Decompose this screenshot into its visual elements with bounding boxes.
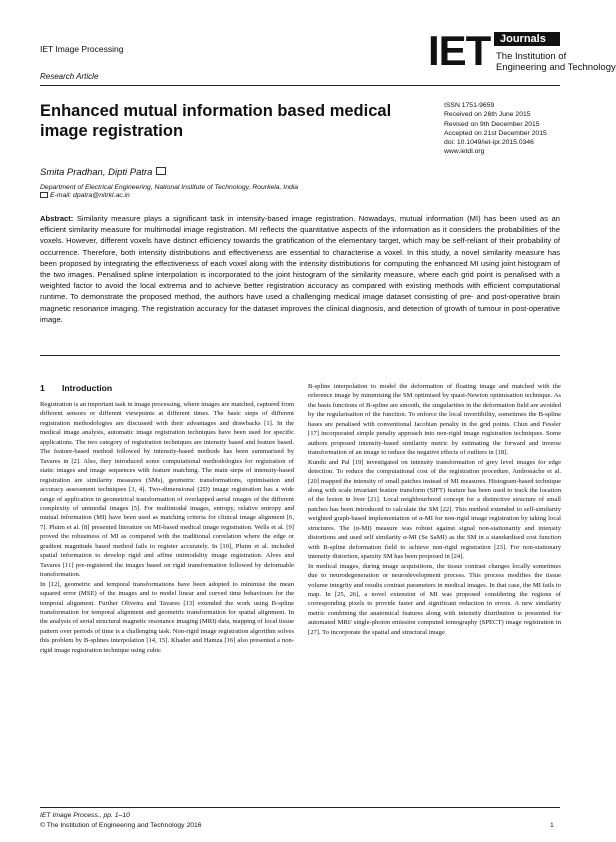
section-heading [40, 383, 112, 393]
abstract-rule [40, 355, 560, 356]
iet-logo [428, 27, 616, 86]
body-column-left: Registration is an important task in image processing, where images are matched, captured from different sensors or different viewpoints at different times. The basic steps of different registration methodologies are discussed with their advantages and drawbacks [1]. In the medical image analysis, automatic image registration techniques have been used for specific applications. The two category of registration techniques are intensity based and feature based. The feature-based method followed by intensity-based methods has been summarised by Tavares in [2]. Also, they introduced some computational methodologies for registration of static images and image sequences with feature matching. The main steps of intensity-based registration are similarity measures (SMs), geometric transformations, optimisation and accuracy assessment techniques [3, 4]. Two-dimensional (2D) image registration has a wide range of application in geometrical transformation of overlapped aerial images of the different complexity of unimodal images [5]. For multimodal images, entropy, relative entropy and mutual information (MI) have been used as matching criteria for clinical image alignment [6, 7]. Pluim et al. [8] presented literature on MI-based medical image registration. Wells et al. [9] proved the robustness of MI as compared with the traditional correlation where the edge or gradient magnitude based method fails to register accurately. In [10], Pluim et al. included spatial information to develop rigid and affine unimodality image registration. Alves and Tavares [11] pre-registered the images based on rigid transformation followed by deformable transformation. In [12], geometric and temporal transformations have been adopted to minimise the mean squared error (MSE) of the images and to model linear and curved time behaviours for the temporal alignment. Further Oliveira and Tavares [13] extended the work using B-spline transformation for temporal alignment and geometric transformation for spatial alignment. In the analysis of serial structural magnetic resonance imaging (MRI) data, mapping of local tissue pattern over periods of time is a challenging task. Non-rigid image registration algorithm solves this problem by B-splines interpolation [14, 15]. Khader and Hamza [16] also presented a non-rigid image registration technique using cubic [40, 401, 294, 654]
article-metadata [444, 101, 547, 157]
abstract-text: Similarity measure plays a significant task in intensity-based image registration. Nowadays, mutual information (MI) has been used as an efficient similarity measure for multimodal image registration. MI reflects the quantitative aspects of the information as it considers the probabilities of the voxels. However, different voxels have distinct efficiency towards the gratification of the elementary target, which may be self-reliant of their probability of occurrence. Therefore, both intensity distributions and effectiveness are essential to characterise a voxel. In this study, a novel similarity measure has been proposed by integrating the effectiveness of each voxel along with the intensity distributions for computing the enhanced MI using joint histogram of the two images. Penalised spline interpolation is incorporated to the joint histogram of the similarity measure, where each grid point is penalised with a weighted factor to avoid the local extrema and to achieve better registration accuracy as compared with existing methods with efficient computational runtime. To demonstrate the proposed method, the authors have used a challenging medical image dataset consisting of pre- and post-operative brain magnetic resonance imaging. The registration accuracy for the dataset improves the clinical diagnosis, and detection of growth of tumour in post-operative image. [40, 214, 560, 324]
logo-line-2: Engineering and Technology [496, 62, 616, 73]
email-icon [156, 167, 166, 175]
logo-badge: Journals [494, 32, 560, 46]
affiliation: Department of Electrical Engineering, National Institute of Technology, Rourkela, India [40, 184, 299, 191]
abstract-label: Abstract: [40, 214, 74, 223]
email-small-icon [40, 192, 48, 198]
doi[interactable]: doi: 10.1049/iet-ipr.2015.0346 [444, 139, 534, 147]
footer-citation: IET Image Process., pp. 1–10 [40, 812, 130, 819]
article-title: Enhanced mutual information based medical image registration [40, 102, 392, 140]
logo-mark: IET [428, 27, 491, 74]
section-number: 1 [40, 383, 45, 393]
footer-copyright: © The Institution of Engineering and Technology 2016 [40, 822, 202, 829]
email-address[interactable]: E-mail: dpatra@nitrkl.ac.in [50, 192, 130, 199]
authors [40, 167, 166, 178]
abstract [40, 213, 560, 325]
page-number: 1 [550, 822, 554, 829]
article-type: Research Article [40, 72, 99, 81]
footer-rule [40, 807, 560, 808]
author-names: Smita Pradhan, Dipti Patra [40, 167, 153, 178]
email-line [40, 192, 130, 199]
section-title: Introduction [62, 383, 113, 393]
revised-date: Revised on 9th December 2015 [444, 120, 540, 128]
accepted-date: Accepted on 21st December 2015 [444, 129, 547, 137]
issn: ISSN 1751-9659 [444, 102, 495, 109]
received-date: Received on 26th June 2015 [444, 111, 531, 119]
logo-line-1: The Institution of [496, 51, 567, 62]
website-link[interactable]: www.ietdl.org [444, 148, 485, 156]
journal-name: IET Image Processing [40, 44, 124, 54]
body-column-right: B-spline interpolation to model the deformation of floating image and matched with the reference image by minimising the SM optimised by quasi-Newton optimisation technique. As the basis functions of B-spline are smooth, the singularities in the deformation field are avoided by the regularisation of the function. To enforce the local invertibility, sometimes the B-spline bases are penalised with conventional Jacobian penalty in the grid points. Chun and Fessler [17] incorporated simple penalty approach into non-rigid image registration techniques. Some authors proposed intensity-based similarity metric by estimating the forward and inverse transformation of an image to reduce the negative effects of outliers in [18]. Kundu and Pal [19] investigated on intensity transformation of grey level images for edge detection. To reduce the computational cost of the registration procedure, Andronache et al. [20] mapped the intensity of small patches instead of MI measures. Histogram-based technique along with scale invariant feature transform (SIFT) feature has been used to track the location of the lesion in liver [21]. Local neighbourhood concept for a distinctive structure of small patches has been introduced to calculate the SM [22]. This method extended to self-similarity weighted graph-based implementation of α-MI for non-rigid image registration by taking local structures. The (α-MI) measure was robust against signal non-stationarity and intensity distortions and used self similarity α-MI (Se SaMI) as the SM in a standardised cost function with B-spline deformation field to achieve non-rigid registration [23]. For non-stationary intensity distortion, sparsity SM has been proposed in [24]. In medical images, during image acquisitions, the tissue contrast changes locally sometimes due to neurodegeneration or neurodevelopment process. This process modifies the tissue volume integrity and results contrast parameters in medical images. In that case, the MI fails to map. In [25, 26], a novel extension of MI was proposed considering the regions of corresponding pixels to provide faster and significant reduction in errors. A new similarity metric combining the anatomical features along with intensity distribution is presented for automated MRI/ single-photon emission computed tomography (SPECT) image registration in [27]. To incorporate the spatial and structural image [308, 383, 561, 636]
